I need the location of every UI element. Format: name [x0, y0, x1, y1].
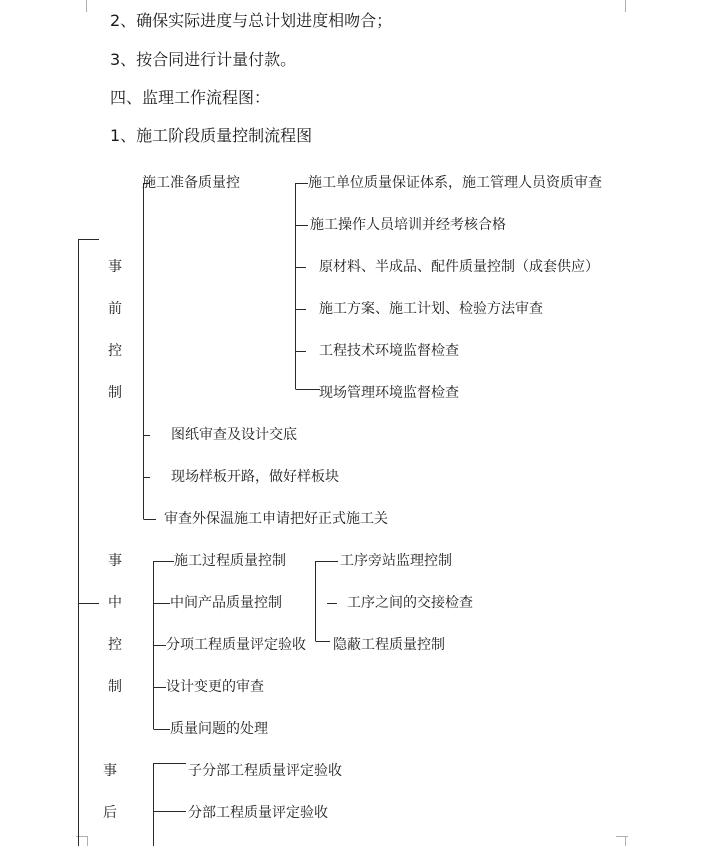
pre-control-label-char: 前	[108, 301, 122, 317]
paragraph-progress: 2、确保实际进度与总计划进度相吻合；	[110, 11, 393, 30]
during-control-sub-item: 工序旁站监理控制	[340, 553, 452, 569]
during-control-label-char: 事	[108, 553, 122, 569]
during-control-label-char: 控	[108, 637, 122, 653]
during-control-sub-item: 隐蔽工程质量控制	[333, 637, 445, 653]
during-control-sub-item: 工序之间的交接检查	[347, 595, 473, 611]
during-control-label-char: 制	[108, 679, 122, 695]
post-control-item: 分部工程质量评定验收	[188, 805, 328, 821]
paragraph-payment: 3、按合同进行计量付款。	[110, 50, 297, 69]
pre-control-sub-item: 施工单位质量保证体系，施工管理人员资质审查	[308, 175, 602, 191]
during-control-label-char: 中	[108, 595, 122, 611]
pre-control-sub-item: 现场管理环境监督检查	[319, 385, 459, 401]
post-control-label-char: 后	[103, 805, 117, 821]
pre-control-sub-item: 施工操作人员培训并经考核合格	[310, 217, 506, 233]
during-control-item: 施工过程质量控制	[174, 553, 286, 569]
during-control-item: 中间产品质量控制	[170, 595, 282, 611]
during-control-item: 设计变更的审查	[166, 679, 264, 695]
flowchart-title: 1、施工阶段质量控制流程图	[110, 126, 313, 145]
pre-control-item: 施工准备质量控	[142, 175, 240, 191]
during-control-item: 分项工程质量评定验收	[166, 637, 306, 653]
pre-control-item: 现场样板开路，做好样板块	[171, 469, 339, 485]
pre-control-sub-item: 工程技术环境监督检查	[319, 343, 459, 359]
section-heading: 四、监理工作流程图：	[110, 88, 271, 107]
post-control-item: 子分部工程质量评定验收	[188, 763, 342, 779]
pre-control-item: 审查外保温施工申请把好正式施工关	[164, 511, 388, 527]
pre-control-sub-item: 施工方案、施工计划、检验方法审查	[319, 301, 543, 317]
pre-control-sub-item: 原材料、半成品、配件质量控制（成套供应）	[319, 259, 599, 275]
pre-control-label-char: 制	[108, 385, 122, 401]
pre-control-label-char: 事	[108, 259, 122, 275]
post-control-label-char: 事	[103, 763, 117, 779]
pre-control-item: 图纸审查及设计交底	[171, 427, 297, 443]
during-control-item: 质量问题的处理	[170, 721, 268, 737]
pre-control-label-char: 控	[108, 343, 122, 359]
